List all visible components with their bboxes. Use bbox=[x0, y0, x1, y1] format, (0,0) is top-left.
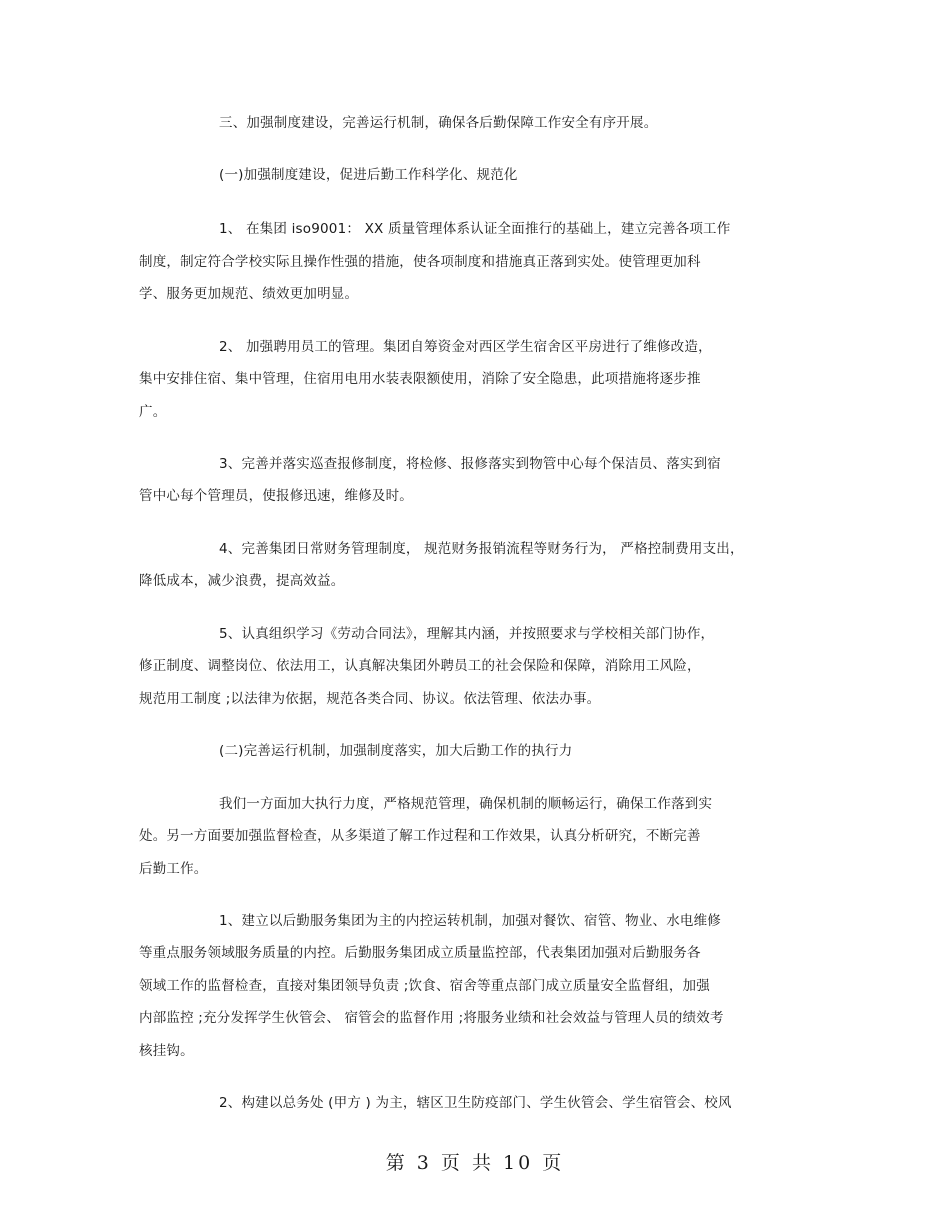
paragraph-line: 核挂钩。 bbox=[139, 1043, 194, 1059]
paragraph-line: 4、完善集团日常财务管理制度， 规范财务报销流程等财务行为， 严格控制费用支出， bbox=[219, 541, 744, 557]
paragraph-line: 内部监控 ;充分发挥学生伙管会、 宿管会的监督作用 ;将服务业绩和社会效益与管理人员的绩效考 bbox=[139, 1010, 724, 1026]
paragraph-line: 我们一方面加大执行力度，严格规范管理，确保机制的顺畅运行，确保工作落到实 bbox=[219, 796, 713, 812]
paragraph-line: 降低成本，减少浪费，提高效益。 bbox=[139, 573, 345, 589]
paragraph-line: 后勤工作。 bbox=[139, 861, 208, 877]
paragraph-line: 2、 加强聘用员工的管理。集团自筹资金对西区学生宿舍区平房进行了维修改造， bbox=[219, 339, 712, 355]
paragraph-line: 领域工作的监督检查，直接对集团领导负责 ;饮食、宿舍等重点部门成立质量安全监督组，加强 bbox=[139, 978, 710, 994]
paragraph-line: 修正制度、调整岗位、依法用工，认真解决集团外聘员工的社会保险和保障，消除用工风险， bbox=[139, 658, 701, 674]
subsection-heading: (一)加强制度建设，促进后勤工作科学化、规范化 bbox=[219, 167, 518, 183]
paragraph-line: 处。另一方面要加强监督检查，从多渠道了解工作过程和工作效果，认真分析研究，不断完善 bbox=[139, 828, 701, 844]
page-number-footer: 第 3 页 共 10 页 bbox=[385, 1152, 565, 1174]
paragraph-line: 管中心每个管理员，使报修迅速，维修及时。 bbox=[139, 488, 413, 504]
paragraph-line: 广。 bbox=[139, 404, 167, 420]
paragraph-line: 1、建立以后勤服务集团为主的内控运转机制，加强对餐饮、宿管、物业、水电维修 bbox=[219, 913, 721, 929]
paragraph-line: 5、认真组织学习《劳动合同法》，理解其内涵，并按照要求与学校相关部门协作， bbox=[219, 626, 715, 642]
paragraph-line: 规范用工制度 ;以法律为依据，规范各类合同、协议。依法管理、依法办事。 bbox=[139, 691, 601, 707]
paragraph-line: 等重点服务领域服务质量的内控。后勤服务集团成立质量监控部，代表集团加强对后勤服务各 bbox=[139, 945, 701, 961]
subsection-heading: (二)完善运行机制，加强制度落实，加大后勤工作的执行力 bbox=[219, 743, 573, 759]
paragraph-line: 集中安排住宿、集中管理，住宿用电用水装表限额使用，消除了安全隐患，此项措施将逐步推 bbox=[139, 371, 701, 387]
paragraph-line: 3、完善并落实巡查报修制度，将检修、报修落实到物管中心每个保洁员、落实到宿 bbox=[219, 456, 721, 472]
paragraph-line: 学、服务更加规范、绩效更加明显。 bbox=[139, 286, 359, 302]
section-heading: 三、加强制度建设，完善运行机制，确保各后勤保障工作安全有序开展。 bbox=[219, 115, 658, 131]
paragraph-line: 1、 在集团 iso9001： XX 质量管理体系认证全面推行的基础上，建立完善各项工作 bbox=[219, 221, 731, 237]
paragraph-line: 制度，制定符合学校实际且操作性强的措施，使各项制度和措施真正落到实处。使管理更加科 bbox=[139, 254, 701, 270]
paragraph-line: 2、构建以总务处 (甲方 ) 为主，辖区卫生防疫部门、学生伙管会、学生宿管会、校风 bbox=[219, 1095, 732, 1111]
